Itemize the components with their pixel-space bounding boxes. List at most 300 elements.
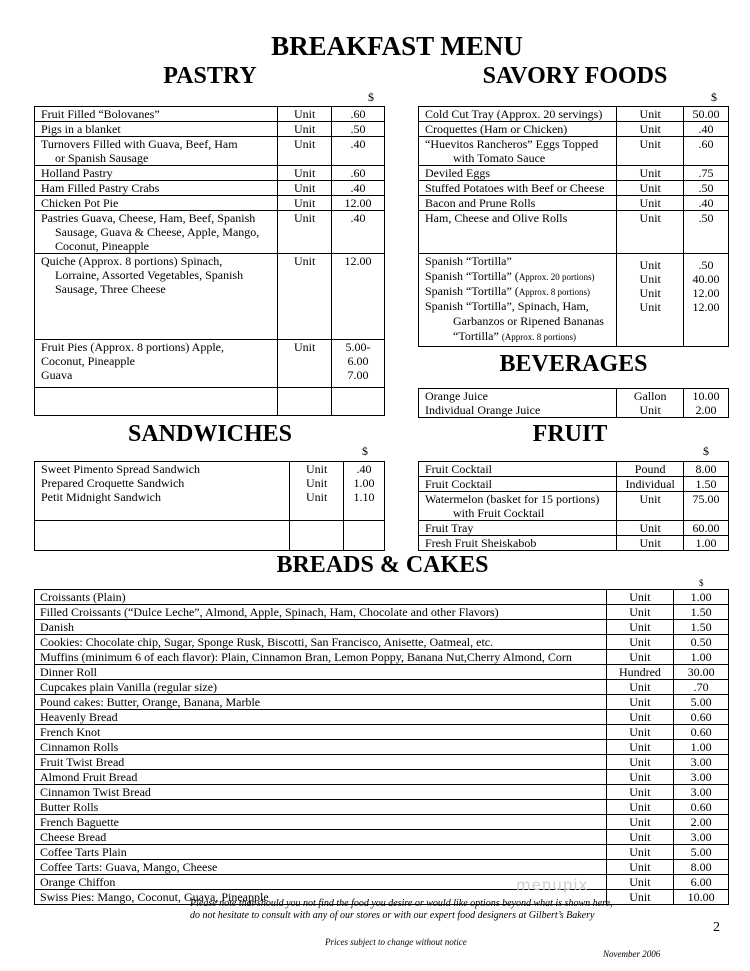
breads-item-unit: Unit xyxy=(606,635,674,650)
savory-table xyxy=(418,106,729,347)
pastry-item-unit xyxy=(278,137,332,166)
breads-heading: BREADS & CAKES xyxy=(276,552,489,578)
pastry-item-name xyxy=(35,340,278,388)
pastry-row xyxy=(35,340,385,388)
footer-note-line: Please note that should you not find the food you desire or would like options beyond what is shown here, xyxy=(190,898,613,909)
pastry-unit: Unit xyxy=(294,211,316,225)
savory-item-line: Cold Cut Tray (Approx. 20 servings) xyxy=(425,107,603,121)
pastry-unit: Unit xyxy=(294,122,316,136)
pastry-item-unit xyxy=(278,166,332,181)
pastry-unit: Unit xyxy=(294,340,316,354)
pastry-unit: Unit xyxy=(294,166,316,180)
breads-item-price: 1.00 xyxy=(674,650,729,665)
sandwich-unit: Unit xyxy=(305,490,328,504)
breads-item-price: 2.00 xyxy=(674,815,729,830)
breads-item-unit: Unit xyxy=(606,725,674,740)
pastry-row xyxy=(35,196,385,211)
breads-item-price: 0.60 xyxy=(674,800,729,815)
pastry-item-name xyxy=(35,196,278,211)
beverage-unit: Unit xyxy=(639,403,661,417)
footer-note xyxy=(190,898,690,922)
pastry-item-line: Holland Pastry xyxy=(41,166,113,180)
tortilla-line-text: Spanish “Tortilla” ( xyxy=(425,284,519,298)
fruit-item-unit: Unit xyxy=(617,521,684,536)
page-number: 2 xyxy=(713,920,720,935)
sandwich-price: 1.10 xyxy=(353,490,375,504)
pastry-price: .40 xyxy=(350,211,366,225)
savory-item-name xyxy=(419,181,617,196)
tortilla-price: 12.00 xyxy=(692,286,720,300)
breads-item-price: 0.60 xyxy=(674,725,729,740)
breads-item-name: Cinnamon Rolls xyxy=(35,740,607,755)
tortilla-line xyxy=(425,314,616,329)
breads-row xyxy=(35,635,729,650)
pastry-item-line: Pastries Guava, Cheese, Ham, Beef, Spanish xyxy=(41,211,256,225)
savory-price: .60 xyxy=(698,137,714,151)
savory-price: .50 xyxy=(698,211,714,225)
breads-row xyxy=(35,665,729,680)
sandwich-unit: Unit xyxy=(305,476,328,490)
breads-item-name: Pound cakes: Butter, Orange, Banana, Marble xyxy=(35,695,607,710)
savory-item-price xyxy=(684,166,729,181)
savory-item-name xyxy=(419,137,617,166)
breads-item-price: 10.00 xyxy=(674,890,729,905)
page-title: BREAKFAST MENU xyxy=(271,31,523,61)
fruit-item-line: Fruit Cocktail xyxy=(425,462,492,476)
fruit-row xyxy=(419,536,729,551)
beverage-row xyxy=(419,389,729,418)
fruit-row xyxy=(419,462,729,477)
watermark-logo: menupix xyxy=(516,876,589,894)
breads-item-unit: Unit xyxy=(606,605,674,620)
pastry-item-line: Chicken Pot Pie xyxy=(41,196,119,210)
pastry-item-price xyxy=(332,107,385,122)
tortilla-price: 40.00 xyxy=(692,272,720,286)
fruit-item-line: Fruit Tray xyxy=(425,521,474,535)
breads-item-price: 1.00 xyxy=(674,740,729,755)
breads-row xyxy=(35,740,729,755)
sandwiches-heading: SANDWICHES xyxy=(127,421,293,447)
pastry-item-name xyxy=(35,181,278,196)
pastry-unit: Unit xyxy=(294,196,316,210)
sandwich-names xyxy=(35,462,290,521)
pastry-item-line: Guava xyxy=(41,368,73,382)
savory-item-unit xyxy=(617,211,684,254)
beverage-price: 2.00 xyxy=(695,403,717,417)
pastry-item-name xyxy=(35,122,278,137)
pastry-item-price xyxy=(332,122,385,137)
pastry-item-line: Sausage, Guava & Cheese, Apple, Mango, xyxy=(55,225,260,239)
tortilla-line xyxy=(425,269,616,284)
breads-item-unit: Unit xyxy=(606,890,674,905)
breads-item-price: 5.00 xyxy=(674,695,729,710)
breads-row xyxy=(35,860,729,875)
pastry-row xyxy=(35,211,385,254)
breads-item-name: Dinner Roll xyxy=(35,665,607,680)
pastry-price: .60 xyxy=(350,166,366,180)
tortilla-unit: Unit xyxy=(639,258,661,272)
savory-price: .75 xyxy=(698,166,714,180)
savory-item-line: Stuffed Potatoes with Beef or Cheese xyxy=(425,181,605,195)
breads-item-name: Cinnamon Twist Bread xyxy=(35,785,607,800)
savory-row xyxy=(419,181,729,196)
pastry-item-unit xyxy=(278,122,332,137)
savory-unit: Unit xyxy=(639,211,661,225)
sandwich-unit: Unit xyxy=(305,462,328,476)
breads-item-price: 0.50 xyxy=(674,635,729,650)
breads-item-unit: Unit xyxy=(606,815,674,830)
fruit-item-line: Fresh Fruit Sheiskabob xyxy=(425,536,537,550)
sandwiches-dollar-sign: $ xyxy=(362,444,368,458)
beverage-prices xyxy=(684,389,729,418)
pastry-price: .60 xyxy=(350,107,366,121)
breads-item-name: Heavenly Bread xyxy=(35,710,607,725)
savory-item-price xyxy=(684,137,729,166)
savory-row xyxy=(419,122,729,137)
breads-row xyxy=(35,845,729,860)
savory-row xyxy=(419,107,729,122)
fruit-row xyxy=(419,492,729,521)
savory-price: .40 xyxy=(698,196,714,210)
breads-item-name: Fruit Twist Bread xyxy=(35,755,607,770)
breads-item-unit: Unit xyxy=(606,755,674,770)
breads-item-name: Coffee Tarts Plain xyxy=(35,845,607,860)
breads-row xyxy=(35,830,729,845)
breads-row xyxy=(35,785,729,800)
breads-item-unit: Unit xyxy=(606,860,674,875)
breads-table xyxy=(34,589,729,905)
pastry-unit: Unit xyxy=(294,107,316,121)
breads-item-unit: Unit xyxy=(606,650,674,665)
pastry-empty-row xyxy=(35,388,385,416)
breads-row xyxy=(35,875,729,890)
breads-row xyxy=(35,605,729,620)
savory-item-price xyxy=(684,107,729,122)
sandwich-prices xyxy=(344,462,385,521)
pastry-price: 12.00 xyxy=(344,196,372,210)
fruit-item-unit: Unit xyxy=(617,492,684,521)
tortilla-unit: Unit xyxy=(639,300,661,314)
savory-row xyxy=(419,166,729,181)
tortilla-line xyxy=(425,254,616,269)
breads-item-name: Almond Fruit Bread xyxy=(35,770,607,785)
pastry-item-line: Turnovers Filled with Guava, Beef, Ham xyxy=(41,137,238,151)
breads-item-name: Orange Chiffon xyxy=(35,875,607,890)
savory-item-price xyxy=(684,181,729,196)
tortilla-unit: Unit xyxy=(639,272,661,286)
tortilla-unit: Unit xyxy=(639,286,661,300)
beverages-table xyxy=(418,388,729,418)
fruit-item-name xyxy=(419,536,617,551)
price-notice: Prices subject to change without notice xyxy=(325,937,467,947)
pastry-item-name xyxy=(35,211,278,254)
savory-item-unit xyxy=(617,196,684,211)
tortilla-line-note: Approx. 8 portions) xyxy=(518,287,591,297)
fruit-item-line: Watermelon (basket for 15 portions) xyxy=(425,492,600,506)
pastry-item-unit xyxy=(278,211,332,254)
pastry-price: 12.00 xyxy=(344,254,372,268)
beverage-units xyxy=(617,389,684,418)
breads-item-name: Danish xyxy=(35,620,607,635)
fruit-item-price: 8.00 xyxy=(684,462,729,477)
breads-item-price: 1.50 xyxy=(674,620,729,635)
pastry-row xyxy=(35,166,385,181)
pastry-item-name xyxy=(35,137,278,166)
fruit-item-price: 60.00 xyxy=(684,521,729,536)
pastry-heading: PASTRY xyxy=(163,63,257,89)
pastry-price: .50 xyxy=(350,122,366,136)
beverage-name: Individual Orange Juice xyxy=(425,403,541,417)
tortilla-line-note: (Approx. 8 portions) xyxy=(501,332,577,342)
fruit-item-unit: Pound xyxy=(617,462,684,477)
pastry-dollar-sign: $ xyxy=(368,90,374,104)
breads-row xyxy=(35,680,729,695)
breads-item-name: Swiss Pies: Mango, Coconut, Guava, Pineapple xyxy=(35,890,607,905)
pastry-item-price xyxy=(332,211,385,254)
pastry-item-price xyxy=(332,137,385,166)
savory-item-price xyxy=(684,196,729,211)
savory-item-price xyxy=(684,211,729,254)
pastry-item-line: Ham Filled Pastry Crabs xyxy=(41,181,160,195)
savory-item-unit xyxy=(617,107,684,122)
breads-item-name: French Baguette xyxy=(35,815,607,830)
pastry-item-line: Sausage, Three Cheese xyxy=(55,282,166,296)
beverages-heading: BEVERAGES xyxy=(499,351,648,377)
breads-item-price: 5.00 xyxy=(674,845,729,860)
fruit-item-name xyxy=(419,477,617,492)
breads-row xyxy=(35,755,729,770)
breads-item-unit: Unit xyxy=(606,785,674,800)
pastry-table xyxy=(34,106,385,416)
fruit-heading: FRUIT xyxy=(532,421,608,447)
fruit-row xyxy=(419,477,729,492)
savory-item-price xyxy=(684,122,729,137)
breads-item-name: Cupcakes plain Vanilla (regular size) xyxy=(35,680,607,695)
breads-item-unit: Unit xyxy=(606,710,674,725)
tortilla-line-text: “Tortilla” xyxy=(453,329,502,343)
tortilla-price: .50 xyxy=(698,258,714,272)
sandwich-name: Sweet Pimento Spread Sandwich xyxy=(41,462,200,476)
breads-row xyxy=(35,815,729,830)
fruit-item-price: 1.00 xyxy=(684,536,729,551)
date-stamp: November 2006 xyxy=(603,949,661,959)
fruit-item-price: 75.00 xyxy=(684,492,729,521)
savory-price: 50.00 xyxy=(692,107,720,121)
breads-item-name: Filled Croissants (“Dulce Leche”, Almond, Apple, Spinach, Ham, Chocolate and other Flavors) xyxy=(35,605,607,620)
pastry-unit: Unit xyxy=(294,137,316,151)
pastry-price: 7.00 xyxy=(347,368,369,382)
pastry-row xyxy=(35,254,385,340)
savory-item-name xyxy=(419,107,617,122)
sandwich-name: Petit Midnight Sandwich xyxy=(41,490,161,504)
fruit-dollar-sign: $ xyxy=(703,444,709,458)
savory-unit: Unit xyxy=(639,181,661,195)
savory-item-line: Deviled Eggs xyxy=(425,166,490,180)
savory-unit: Unit xyxy=(639,122,661,136)
fruit-table xyxy=(418,461,729,551)
tortilla-units xyxy=(617,254,684,347)
breads-item-unit: Unit xyxy=(606,680,674,695)
pastry-item-price xyxy=(332,254,385,340)
tortilla-line xyxy=(425,299,616,314)
savory-item-line: with Tomato Sauce xyxy=(453,151,546,165)
savory-item-name xyxy=(419,211,617,254)
breads-item-price: 0.60 xyxy=(674,710,729,725)
savory-tortilla-row xyxy=(419,254,729,347)
fruit-item-name xyxy=(419,521,617,536)
pastry-item-line: Coconut, Pineapple xyxy=(55,239,149,253)
tortilla-prices xyxy=(684,254,729,347)
breads-row xyxy=(35,620,729,635)
pastry-row xyxy=(35,122,385,137)
sandwich-row xyxy=(35,462,385,521)
breads-item-unit: Unit xyxy=(606,620,674,635)
fruit-item-unit: Unit xyxy=(617,536,684,551)
savory-row xyxy=(419,211,729,254)
fruit-item-line: with Fruit Cocktail xyxy=(453,506,545,520)
tortilla-line-text: Garbanzos or Ripened Bananas xyxy=(453,314,604,328)
savory-item-line: Bacon and Prune Rolls xyxy=(425,196,536,210)
beverage-name: Orange Juice xyxy=(425,389,488,403)
savory-item-line: Croquettes (Ham or Chicken) xyxy=(425,122,568,136)
pastry-item-line: or Spanish Sausage xyxy=(55,151,149,165)
breads-item-name: French Knot xyxy=(35,725,607,740)
savory-unit: Unit xyxy=(639,137,661,151)
pastry-item-line: Coconut, Pineapple xyxy=(41,354,135,368)
breads-item-price: 6.00 xyxy=(674,875,729,890)
pastry-price: .40 xyxy=(350,181,366,195)
pastry-item-name xyxy=(35,166,278,181)
breads-dollar-sign: $ xyxy=(699,578,704,588)
savory-item-name xyxy=(419,122,617,137)
tortilla-price: 12.00 xyxy=(692,300,720,314)
breads-item-price: 3.00 xyxy=(674,755,729,770)
breads-item-price: .70 xyxy=(674,680,729,695)
pastry-price: .40 xyxy=(350,137,366,151)
pastry-item-line: Quiche (Approx. 8 portions) Spinach, xyxy=(41,254,223,268)
pastry-item-unit xyxy=(278,181,332,196)
beverage-price: 10.00 xyxy=(692,389,720,403)
pastry-item-line: Pigs in a blanket xyxy=(41,122,121,136)
breads-item-name: Butter Rolls xyxy=(35,800,607,815)
savory-row xyxy=(419,196,729,211)
sandwich-price: 1.00 xyxy=(353,476,375,490)
breads-item-name: Cookies: Chocolate chip, Sugar, Sponge Rusk, Biscotti, San Francisco, Anisette, Oatmeal, etc. xyxy=(35,635,607,650)
breads-item-price: 1.00 xyxy=(674,590,729,605)
savory-item-unit xyxy=(617,137,684,166)
pastry-item-unit xyxy=(278,340,332,388)
pastry-item-unit xyxy=(278,107,332,122)
savory-unit: Unit xyxy=(639,196,661,210)
pastry-item-name xyxy=(35,254,278,340)
beverage-names xyxy=(419,389,617,418)
sandwiches-table xyxy=(34,461,385,551)
breads-row xyxy=(35,725,729,740)
pastry-item-price xyxy=(332,166,385,181)
breads-item-price: 3.00 xyxy=(674,770,729,785)
pastry-row xyxy=(35,181,385,196)
tortilla-line-text: Spanish “Tortilla”, Spinach, Ham, xyxy=(425,299,589,313)
breads-item-name: Coffee Tarts: Guava, Mango, Cheese xyxy=(35,860,607,875)
pastry-price: 5.00- xyxy=(345,340,371,354)
breads-row xyxy=(35,800,729,815)
pastry-item-price xyxy=(332,181,385,196)
savory-price: .40 xyxy=(698,122,714,136)
breads-item-unit: Unit xyxy=(606,770,674,785)
fruit-row xyxy=(419,521,729,536)
breads-item-price: 30.00 xyxy=(674,665,729,680)
breads-item-unit: Unit xyxy=(606,800,674,815)
breads-row xyxy=(35,650,729,665)
breads-row xyxy=(35,590,729,605)
fruit-item-price: 1.50 xyxy=(684,477,729,492)
breads-item-unit: Unit xyxy=(606,695,674,710)
savory-price: .50 xyxy=(698,181,714,195)
pastry-item-line: Fruit Pies (Approx. 8 portions) Apple, xyxy=(41,340,224,354)
pastry-row xyxy=(35,137,385,166)
fruit-item-line: Fruit Cocktail xyxy=(425,477,492,491)
savory-unit: Unit xyxy=(639,166,661,180)
pastry-unit: Unit xyxy=(294,181,316,195)
tortilla-line xyxy=(425,284,616,299)
tortilla-line xyxy=(425,329,616,344)
tortilla-line-note: Approx. 20 portions) xyxy=(518,272,595,282)
pastry-item-name xyxy=(35,107,278,122)
pastry-item-unit xyxy=(278,196,332,211)
breads-row xyxy=(35,710,729,725)
breads-item-unit: Unit xyxy=(606,845,674,860)
savory-item-unit xyxy=(617,122,684,137)
savory-unit: Unit xyxy=(639,107,661,121)
tortilla-names xyxy=(419,254,617,347)
breads-item-unit: Unit xyxy=(606,875,674,890)
breads-item-name: Croissants (Plain) xyxy=(35,590,607,605)
pastry-price: 6.00 xyxy=(347,354,369,368)
savory-item-line: Ham, Cheese and Olive Rolls xyxy=(425,211,568,225)
savory-row xyxy=(419,137,729,166)
savory-dollar-sign: $ xyxy=(711,90,717,104)
breads-item-unit: Unit xyxy=(606,590,674,605)
breads-item-price: 8.00 xyxy=(674,860,729,875)
pastry-item-line: Lorraine, Assorted Vegetables, Spanish xyxy=(55,268,244,282)
breads-item-price: 1.50 xyxy=(674,605,729,620)
savory-item-name xyxy=(419,166,617,181)
savory-item-unit xyxy=(617,181,684,196)
savory-item-unit xyxy=(617,166,684,181)
sandwich-units xyxy=(290,462,344,521)
tortilla-line-text: Spanish “Tortilla” ( xyxy=(425,269,519,283)
breads-item-unit: Unit xyxy=(606,830,674,845)
footer-note-line: do not hesitate to consult with any of our stores or with our expert food designers at Gilbert’s Bakery xyxy=(190,910,595,921)
fruit-item-name xyxy=(419,492,617,521)
breads-row xyxy=(35,770,729,785)
pastry-row xyxy=(35,107,385,122)
savory-item-name xyxy=(419,196,617,211)
pastry-item-line: Fruit Filled “Bolovanes” xyxy=(41,107,160,121)
sandwich-empty-row xyxy=(35,521,385,551)
sandwich-price: .40 xyxy=(356,462,372,476)
beverage-unit: Gallon xyxy=(633,389,667,403)
breads-row xyxy=(35,695,729,710)
pastry-item-unit xyxy=(278,254,332,340)
pastry-item-price xyxy=(332,196,385,211)
pastry-unit: Unit xyxy=(294,254,316,268)
breads-item-price: 3.00 xyxy=(674,785,729,800)
breads-item-name: Muffins (minimum 6 of each flavor): Plain, Cinnamon Bran, Lemon Poppy, Banana Nut,Cherry Almond, Corn xyxy=(35,650,607,665)
breads-item-price: 3.00 xyxy=(674,830,729,845)
fruit-item-name xyxy=(419,462,617,477)
fruit-item-unit: Individual xyxy=(617,477,684,492)
